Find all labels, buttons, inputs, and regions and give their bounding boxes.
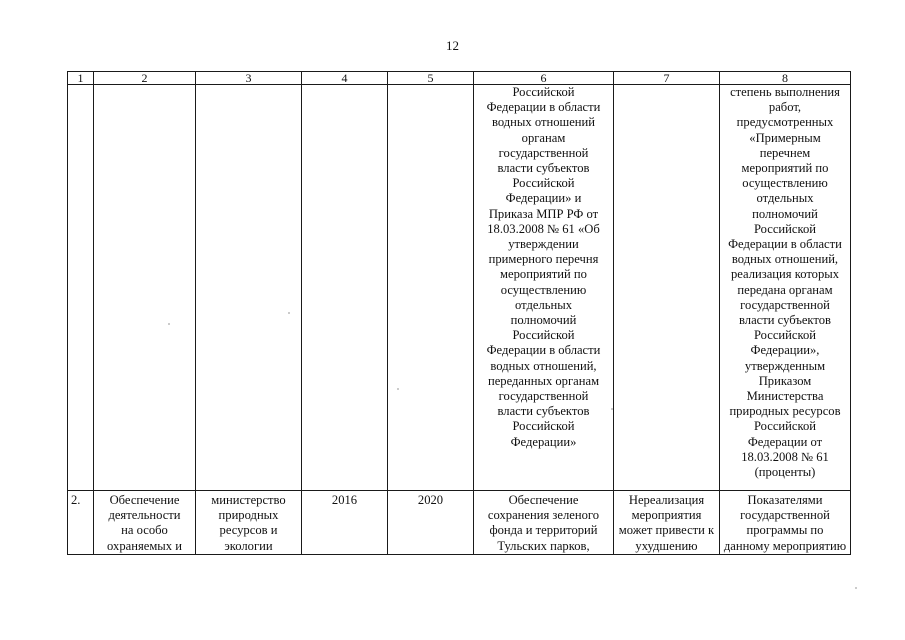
table-cell [196, 85, 302, 491]
row-number: 2. [68, 491, 94, 555]
end-year-cell: 2020 [388, 491, 474, 555]
table-row [68, 491, 851, 555]
continuation-row [68, 85, 851, 491]
table-cell [614, 85, 720, 491]
table-cell [94, 85, 196, 491]
column-number: 5 [388, 72, 474, 85]
column-number: 7 [614, 72, 720, 85]
program-table [67, 71, 851, 555]
activity-name-cell: Обеспечение деятельности на особо охраняемых и [94, 491, 196, 555]
table-cell [302, 85, 388, 491]
scan-speck [611, 408, 613, 410]
column-number: 3 [196, 72, 302, 85]
expected-result-cell: Обеспечение сохранения зеленого фонда и территорий Тульских парков, [474, 491, 614, 555]
column-number-row [68, 72, 851, 85]
column-number: 4 [302, 72, 388, 85]
table-cell [68, 85, 94, 491]
column-number: 8 [720, 72, 851, 85]
scan-speck [168, 323, 170, 325]
legal-basis-cell: Российской Федерации в области водных отношений органам государственной власти субъектов Российской Федерации» и Приказа МПР РФ от 18.03.2008 № 61 «Об утверждении примерного перечня мероприятий по осуществлению отдельных полномочий Российской Федерации в области водных отношений, переданных органам государственной власти субъектов Российской Федерации» [474, 85, 614, 491]
scan-speck [397, 388, 399, 390]
scan-speck [855, 587, 857, 589]
column-number: 6 [474, 72, 614, 85]
scan-speck [288, 312, 290, 314]
start-year-cell: 2016 [302, 491, 388, 555]
indicators-cell: Показателями государственной программы по данному мероприятию [720, 491, 851, 555]
page-number: 12 [446, 38, 459, 53]
responsible-executor-cell: министерство природных ресурсов и экологии [196, 491, 302, 555]
consequences-cell: Нереализация мероприятия может привести к ухудшению [614, 491, 720, 555]
column-number: 2 [94, 72, 196, 85]
column-number: 1 [68, 72, 94, 85]
indicator-cell: степень выполнения работ, предусмотренных «Примерным перечнем мероприятий по осуществлению отдельных полномочий Российской Федерации в области водных отношений, реализация которых передана органам государственной власти субъектов Российской Федерации», утвержденным Приказом Министерства природных ресурсов Российской Федерации от 18.03.2008 № 61 (проценты) [720, 85, 851, 491]
table-cell [388, 85, 474, 491]
